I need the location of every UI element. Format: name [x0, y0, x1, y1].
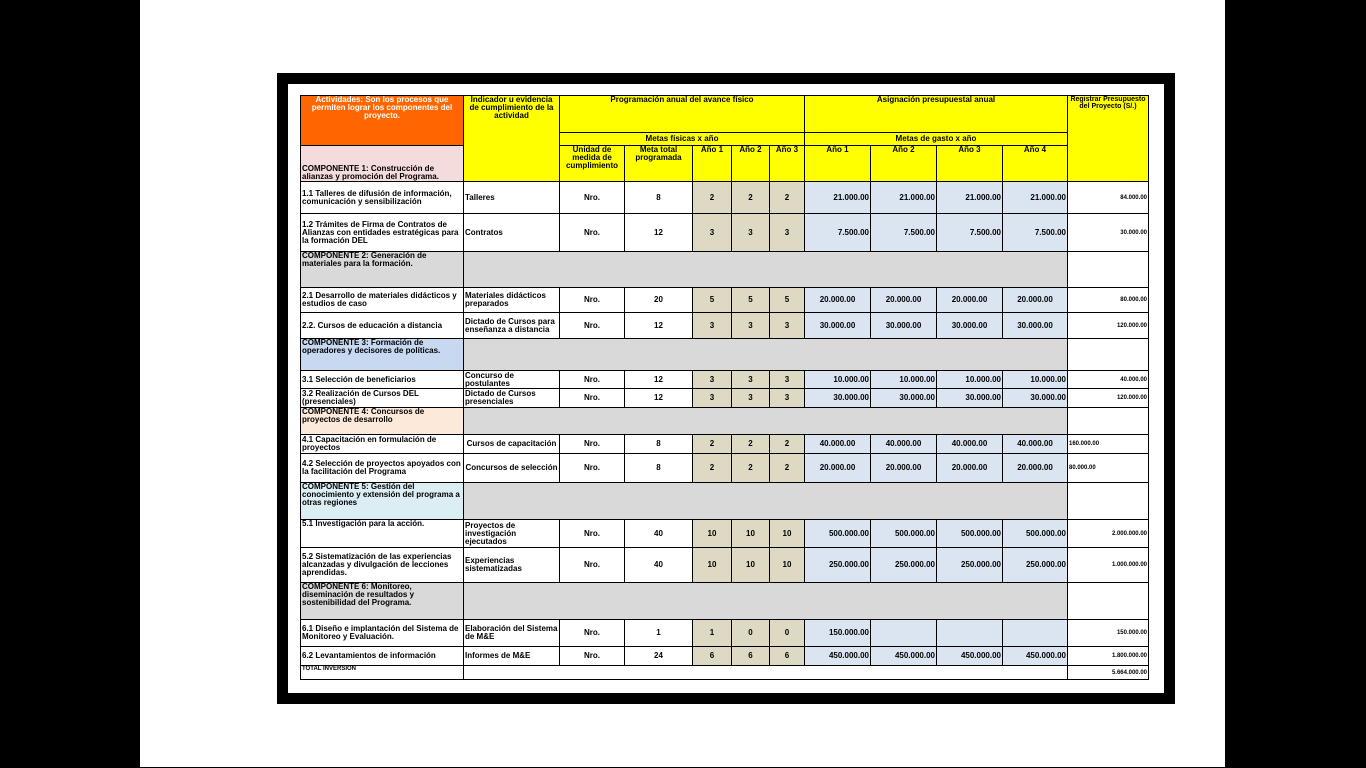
- table-row: [301, 548, 1149, 583]
- activity-cell: 3.1 Selección de beneficiarios: [301, 371, 464, 389]
- total-cell: 12: [625, 313, 693, 339]
- spend-year-1-cell: 7.500.00: [805, 214, 871, 252]
- total-row-filler: [464, 666, 1068, 680]
- spend-year-3-cell: 10.000.00: [937, 371, 1003, 389]
- year-3-cell: 3: [770, 371, 805, 389]
- header-physical-goals: Metas físicas x año: [560, 133, 805, 146]
- total-cell: 12: [625, 371, 693, 389]
- table-row: [301, 520, 1149, 548]
- spend-year-1-cell: 450.000.00: [805, 647, 871, 666]
- spend-year-1-cell: 30.000.00: [805, 313, 871, 339]
- spend-year-4-cell: 7.500.00: [1003, 214, 1068, 252]
- table-row: [301, 371, 1149, 389]
- unit-cell: Nro.: [560, 182, 625, 214]
- register-cell: 40.000.00: [1068, 371, 1149, 389]
- header-physical-programming: Programación anual del avance físico: [560, 96, 805, 133]
- header-activities: Actividades: Son los procesos que permiten lograr los componentes del proyecto.: [301, 96, 464, 146]
- year-2-cell: 5: [732, 288, 770, 313]
- indicator-cell: Informes de M&E: [464, 647, 560, 666]
- spend-year-1-cell: 20.000.00: [805, 454, 871, 483]
- component-3-filler: [464, 339, 1068, 371]
- year-1-cell: 3: [693, 313, 732, 339]
- year-3-cell: 2: [770, 454, 805, 483]
- spend-year-3-cell: 20.000.00: [937, 288, 1003, 313]
- header-indicator: Indicador u evidencia de cumplimiento de la actividad: [464, 96, 560, 182]
- spend-year-4-cell: 450.000.00: [1003, 647, 1068, 666]
- spend-year-2-cell: 30.000.00: [871, 313, 937, 339]
- register-cell: 84.000.00: [1068, 182, 1149, 214]
- component-6-register-empty: [1068, 583, 1149, 620]
- component-5-label: COMPONENTE 5: Gestión del conocimiento y extensión del programa a otras regiones: [301, 483, 464, 520]
- spend-year-3-cell: [937, 620, 1003, 647]
- spend-year-1-cell: 250.000.00: [805, 548, 871, 583]
- table-row: [301, 389, 1149, 408]
- register-cell: 150.000.00: [1068, 620, 1149, 647]
- unit-cell: Nro.: [560, 214, 625, 252]
- header-year-4-spend: Año 4: [1003, 146, 1068, 182]
- unit-cell: Nro.: [560, 620, 625, 647]
- year-3-cell: 2: [770, 435, 805, 454]
- spend-year-4-cell: [1003, 620, 1068, 647]
- spend-year-2-cell: 450.000.00: [871, 647, 937, 666]
- spend-year-1-cell: 10.000.00: [805, 371, 871, 389]
- year-1-cell: 2: [693, 435, 732, 454]
- indicator-cell: Contratos: [464, 214, 560, 252]
- activity-cell: 6.1 Diseño e implantación del Sistema de Monitoreo y Evaluación.: [301, 620, 464, 647]
- unit-cell: Nro.: [560, 371, 625, 389]
- register-cell: 120.000.00: [1068, 313, 1149, 339]
- indicator-cell: Concursos de selección: [464, 454, 560, 483]
- activity-cell: 1.1 Talleres de difusión de información, comunicación y sensibilización: [301, 182, 464, 214]
- component-6-filler: [464, 583, 1068, 620]
- spend-year-2-cell: 40.000.00: [871, 435, 937, 454]
- register-cell: 30.000.00: [1068, 214, 1149, 252]
- spend-year-2-cell: 500.000.00: [871, 520, 937, 548]
- spend-year-4-cell: 30.000.00: [1003, 313, 1068, 339]
- year-1-cell: 10: [693, 548, 732, 583]
- activity-cell: 4.1 Capacitación en formulación de proyectos: [301, 435, 464, 454]
- total-cell: 12: [625, 389, 693, 408]
- register-cell: 120.000.00: [1068, 389, 1149, 408]
- header-register-budget: Registrar Presupuesto del Proyecto (S/.): [1068, 96, 1149, 182]
- activity-cell: 1.2 Trámites de Firma de Contratos de Alianzas con entidades estratégicas para la formación DEL: [301, 214, 464, 252]
- activity-cell: 2.2. Cursos de educación a distancia: [301, 313, 464, 339]
- table-row: [301, 620, 1149, 647]
- indicator-cell: Proyectos de investigación ejecutados: [464, 520, 560, 548]
- year-3-cell: 2: [770, 182, 805, 214]
- unit-cell: Nro.: [560, 520, 625, 548]
- total-cell: 8: [625, 182, 693, 214]
- table-row: [301, 288, 1149, 313]
- spend-year-4-cell: 20.000.00: [1003, 288, 1068, 313]
- total-investment-value: 5.664.000.00: [1068, 666, 1149, 680]
- spend-year-3-cell: 20.000.00: [937, 454, 1003, 483]
- activity-cell: 5.2 Sistematización de las experiencias alcanzadas y divulgación de lecciones aprendidas.: [301, 548, 464, 583]
- header-budget-assignment: Asignación presupuestal anual: [805, 96, 1068, 133]
- component-2-label: COMPONENTE 2: Generación de materiales para la formación.: [301, 252, 464, 288]
- year-3-cell: 10: [770, 548, 805, 583]
- year-1-cell: 3: [693, 389, 732, 408]
- year-2-cell: 3: [732, 371, 770, 389]
- register-cell: 1.800.000.00: [1068, 647, 1149, 666]
- activity-cell: 3.2 Realización de Cursos DEL (presenciales): [301, 389, 464, 408]
- spend-year-4-cell: 250.000.00: [1003, 548, 1068, 583]
- unit-cell: Nro.: [560, 313, 625, 339]
- register-cell: 80.000.00: [1068, 288, 1149, 313]
- indicator-cell: Dictado de Cursos para enseñanza a distancia: [464, 313, 560, 339]
- year-1-cell: 1: [693, 620, 732, 647]
- year-2-cell: 3: [732, 389, 770, 408]
- activity-cell: 4.2 Selección de proyectos apoyados con la facilitación del Programa: [301, 454, 464, 483]
- indicator-cell: Materiales didácticos preparados: [464, 288, 560, 313]
- spend-year-1-cell: 21.000.00: [805, 182, 871, 214]
- year-1-cell: 6: [693, 647, 732, 666]
- spend-year-4-cell: 500.000.00: [1003, 520, 1068, 548]
- component-4-filler: [464, 408, 1068, 435]
- total-cell: 8: [625, 454, 693, 483]
- indicator-cell: Experiencias sistematizadas: [464, 548, 560, 583]
- activity-cell: 5.1 Investigación para la acción.: [301, 520, 464, 548]
- indicator-cell: Dictado de Cursos presenciales: [464, 389, 560, 408]
- indicator-cell: Talleres: [464, 182, 560, 214]
- spend-year-2-cell: 10.000.00: [871, 371, 937, 389]
- spend-year-4-cell: 10.000.00: [1003, 371, 1068, 389]
- table-row: [301, 454, 1149, 483]
- spend-year-1-cell: 40.000.00: [805, 435, 871, 454]
- spend-year-3-cell: 450.000.00: [937, 647, 1003, 666]
- unit-cell: Nro.: [560, 548, 625, 583]
- component-2-register-empty: [1068, 252, 1149, 288]
- spend-year-3-cell: 30.000.00: [937, 389, 1003, 408]
- table-row: [301, 313, 1149, 339]
- spend-year-4-cell: 20.000.00: [1003, 454, 1068, 483]
- header-unit: Unidad de medida de cumplimiento: [560, 146, 625, 182]
- spend-year-2-cell: 20.000.00: [871, 454, 937, 483]
- year-1-cell: 2: [693, 182, 732, 214]
- indicator-cell: Concurso de postulantes: [464, 371, 560, 389]
- header-year-1-physical: Año 1: [693, 146, 732, 182]
- component-5-register-empty: [1068, 483, 1149, 520]
- year-3-cell: 3: [770, 313, 805, 339]
- total-cell: 24: [625, 647, 693, 666]
- spend-year-1-cell: 30.000.00: [805, 389, 871, 408]
- unit-cell: Nro.: [560, 454, 625, 483]
- year-2-cell: 2: [732, 182, 770, 214]
- year-1-cell: 3: [693, 371, 732, 389]
- activity-cell: 2.1 Desarrollo de materiales didácticos y estudios de caso: [301, 288, 464, 313]
- year-2-cell: 10: [732, 548, 770, 583]
- component-4-label: COMPONENTE 4: Concursos de proyectos de desarrollo: [301, 408, 464, 435]
- table-row: [301, 435, 1149, 454]
- spend-year-4-cell: 21.000.00: [1003, 182, 1068, 214]
- year-3-cell: 3: [770, 214, 805, 252]
- year-2-cell: 0: [732, 620, 770, 647]
- year-3-cell: 6: [770, 647, 805, 666]
- component-4-register-empty: [1068, 408, 1149, 435]
- component-2-filler: [464, 252, 1068, 288]
- indicator-cell: Cursos de capacitación: [464, 435, 560, 454]
- total-cell: 20: [625, 288, 693, 313]
- spend-year-2-cell: 20.000.00: [871, 288, 937, 313]
- unit-cell: Nro.: [560, 647, 625, 666]
- spend-year-1-cell: 20.000.00: [805, 288, 871, 313]
- year-1-cell: 5: [693, 288, 732, 313]
- spend-year-1-cell: 500.000.00: [805, 520, 871, 548]
- spend-year-2-cell: [871, 620, 937, 647]
- spend-year-3-cell: 21.000.00: [937, 182, 1003, 214]
- activity-cell: 6.2 Levantamientos de información: [301, 647, 464, 666]
- register-cell: 80.000.00: [1068, 454, 1149, 483]
- spend-year-2-cell: 250.000.00: [871, 548, 937, 583]
- register-cell: 160.000.00: [1068, 435, 1149, 454]
- header-year-3-physical: Año 3: [770, 146, 805, 182]
- year-1-cell: 2: [693, 454, 732, 483]
- spend-year-4-cell: 30.000.00: [1003, 389, 1068, 408]
- year-3-cell: 3: [770, 389, 805, 408]
- component-1-label: COMPONENTE 1: Construcción de alianzas y promoción del Programa.: [301, 146, 464, 182]
- year-2-cell: 2: [732, 454, 770, 483]
- year-1-cell: 10: [693, 520, 732, 548]
- spend-year-3-cell: 7.500.00: [937, 214, 1003, 252]
- spend-year-2-cell: 21.000.00: [871, 182, 937, 214]
- budget-table: [300, 95, 1149, 680]
- total-cell: 1: [625, 620, 693, 647]
- register-cell: 1.000.000.00: [1068, 548, 1149, 583]
- total-cell: 40: [625, 548, 693, 583]
- spend-year-3-cell: 500.000.00: [937, 520, 1003, 548]
- table-row: [301, 214, 1149, 252]
- spend-year-2-cell: 7.500.00: [871, 214, 937, 252]
- year-2-cell: 3: [732, 214, 770, 252]
- total-investment-label: TOTAL INVERSIÓN: [301, 666, 464, 680]
- year-3-cell: 0: [770, 620, 805, 647]
- year-3-cell: 10: [770, 520, 805, 548]
- year-2-cell: 3: [732, 313, 770, 339]
- component-6-label: COMPONENTE 6: Monitoreo, diseminación de resultados y sostenibilidad del Programa.: [301, 583, 464, 620]
- spend-year-3-cell: 30.000.00: [937, 313, 1003, 339]
- component-3-label: COMPONENTE 3: Formación de operadores y decisores de políticas.: [301, 339, 464, 371]
- total-cell: 40: [625, 520, 693, 548]
- year-2-cell: 2: [732, 435, 770, 454]
- header-year-2-physical: Año 2: [732, 146, 770, 182]
- indicator-cell: Elaboración del Sistema de M&E: [464, 620, 560, 647]
- year-3-cell: 5: [770, 288, 805, 313]
- unit-cell: Nro.: [560, 435, 625, 454]
- spend-year-3-cell: 250.000.00: [937, 548, 1003, 583]
- table-row: [301, 182, 1149, 214]
- header-year-1-spend: Año 1: [805, 146, 871, 182]
- register-cell: 2.000.000.00: [1068, 520, 1149, 548]
- year-1-cell: 3: [693, 214, 732, 252]
- total-cell: 12: [625, 214, 693, 252]
- header-spend-goals: Metas de gasto x año: [805, 133, 1068, 146]
- header-year-2-spend: Año 2: [871, 146, 937, 182]
- unit-cell: Nro.: [560, 389, 625, 408]
- table-row: [301, 647, 1149, 666]
- spend-year-1-cell: 150.000.00: [805, 620, 871, 647]
- component-5-filler: [464, 483, 1068, 520]
- spend-year-3-cell: 40.000.00: [937, 435, 1003, 454]
- spend-year-2-cell: 30.000.00: [871, 389, 937, 408]
- year-2-cell: 10: [732, 520, 770, 548]
- total-cell: 8: [625, 435, 693, 454]
- header-meta-total: Meta total programada: [625, 146, 693, 182]
- unit-cell: Nro.: [560, 288, 625, 313]
- year-2-cell: 6: [732, 647, 770, 666]
- header-year-3-spend: Año 3: [937, 146, 1003, 182]
- component-3-register-empty: [1068, 339, 1149, 371]
- spend-year-4-cell: 40.000.00: [1003, 435, 1068, 454]
